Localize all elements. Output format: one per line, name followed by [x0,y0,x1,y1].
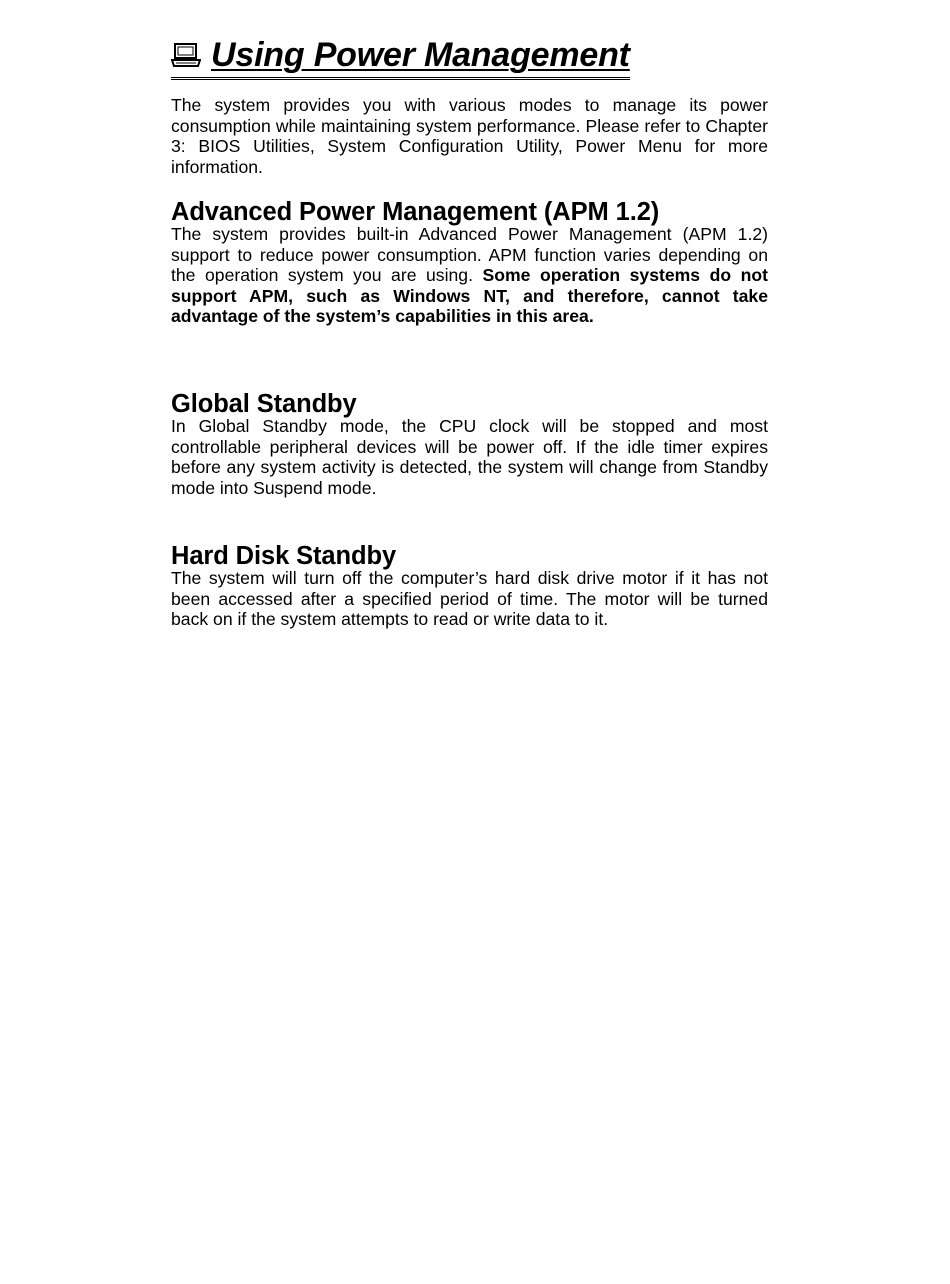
section-hard-disk-standby [171,541,768,630]
section-heading-apm: Advanced Power Management (APM 1.2) [171,198,660,226]
laptop-icon [171,42,201,68]
section-body-global-standby: In Global Standby mode, the CPU clock will be stopped and most controllable peripheral devices will be power off. If the idle timer expires before any system activity is detected, the system will change from Standby mode into Suspend mode. [171,416,768,498]
page-title: Using Power Management [211,36,630,74]
section-apm [171,197,768,327]
section-body-apm [171,224,768,327]
section-heading-global-standby: Global Standby [171,390,357,418]
apm-bold-note: Some operation systems do not support APM, such as Windows NT, and therefore, cannot take advantage of the system’s capabilities in this area. [171,265,768,326]
page-title-block [171,36,630,80]
intro-paragraph: The system provides you with various modes to manage its power consumption while maintaining system performance. Please refer to Chapter 3: BIOS Utilities, System Configuration Utility, Power Menu for more information. [171,95,768,177]
apm-text: The system provides built-in Advanced Power Management (APM 1.2) support to reduce power consumption. APM function varies depending on the operation system you are using. [171,224,768,285]
section-body-hard-disk-standby: The system will turn off the computer’s hard disk drive motor if it has not been accessed after a specified period of time. The motor will be turned back on if the system attempts to read or write data to it. [171,568,768,629]
section-heading-hard-disk-standby: Hard Disk Standby [171,542,397,570]
section-global-standby [171,389,768,498]
